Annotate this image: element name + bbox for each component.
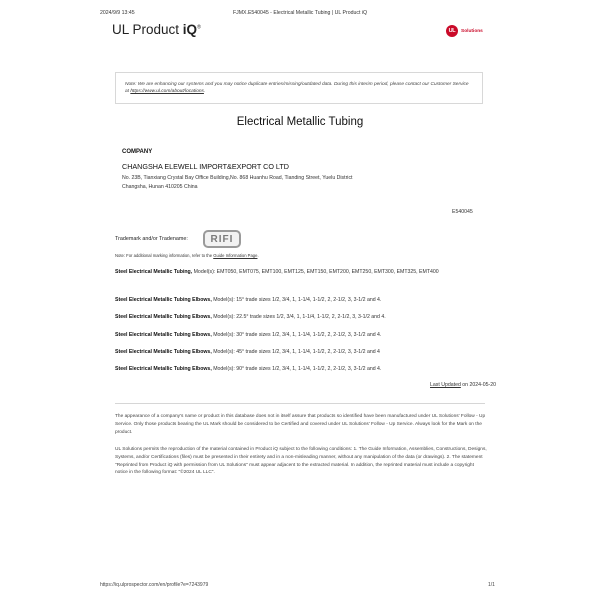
print-datetime: 2024/9/9 13:45 — [100, 10, 135, 16]
last-updated: Last Updated on 2024-05-20 — [430, 382, 497, 388]
product-name: Steel Electrical Metallic Tubing Elbows, — [115, 332, 212, 338]
page-title: Electrical Metallic Tubing — [236, 116, 364, 128]
last-updated-link[interactable]: Last Updated — [430, 382, 461, 388]
product-entry — [115, 365, 490, 374]
notice-text: Note: We are enhancing our systems and you may notice duplicate entries/missing/outdated data. During this interim period, please contact our Customer Service at — [125, 82, 469, 94]
product-entry — [115, 268, 490, 277]
product-name: Steel Electrical Metallic Tubing Elbows, — [115, 297, 212, 303]
product-detail: Model(s): 15° trade sizes 1/2, 3/4, 1, 1-1/4, 1-1/2, 2, 2-1/2, 3, 3-1/2 and 4. — [211, 297, 382, 303]
data-notice-box: Note: We are enhancing our systems and you may notice duplicate entries/missing/outdated data. During this interim period, please contact our Customer Service at https://www.ul.com/about/locations. — [115, 72, 483, 104]
footer-url: https://iq.ulprospector.com/en/profile?e=7243979 — [100, 582, 209, 588]
product-entry — [115, 331, 490, 340]
brand-suffix: iQ — [182, 22, 198, 37]
guide-information-link[interactable]: Guide Information Page — [213, 253, 258, 258]
product-name: Steel Electrical Metallic Tubing Elbows, — [115, 366, 212, 372]
print-page-title: FJMX.E540045 - Electrical Metallic Tubing | UL Product iQ — [232, 10, 368, 16]
divider — [115, 403, 485, 404]
locations-link[interactable]: https://www.ul.com/about/locations — [130, 89, 204, 94]
disclaimer-paragraph-1: The appearance of a company's name or product in this database does not in itself assure that products so identified have been manufactured under UL Solutions' Follow - Up Service. Only those products bearing the UL Mark should be considered to be Certified and covered under UL Solutions' Follow - Up Service. Always look for the Mark on the product. — [115, 414, 486, 435]
company-address — [122, 174, 353, 192]
ul-product-iq-logo[interactable] — [112, 22, 201, 37]
product-detail: Model(s): EMT050, EMT075, EMT100, EMT125, EMT150, EMT200, EMT250, EMT300, EMT325, EMT400 — [192, 269, 439, 275]
page-number: 1/1 — [488, 582, 495, 588]
company-label: COMPANY — [122, 149, 153, 155]
ul-circle-icon: UL — [446, 25, 458, 37]
product-detail: Model(s): 22.5° trade sizes 1/2, 3/4, 1, 1-1/4, 1-1/2, 2, 2-1/2, 3, 3-1/2 and 4. — [211, 314, 386, 320]
address-line-1: No. 23B, Tianxiang Crystal Bay Office Building,No. 868 Huanhu Road, Tianding Street, Yuelu District — [122, 175, 353, 181]
company-name: CHANGSHA ELEWELL IMPORT&EXPORT CO LTD — [122, 162, 289, 171]
ul-solutions-text: Solutions — [461, 28, 483, 34]
product-name: Steel Electrical Metallic Tubing, — [115, 269, 193, 275]
product-name: Steel Electrical Metallic Tubing Elbows, — [115, 349, 212, 355]
product-detail: Model(s): 90° trade sizes 1/2, 3/4, 1, 1-1/4, 1-1/2, 2, 2-1/2, 3, 3-1/2 and 4. — [211, 366, 382, 372]
marking-note: Note: For additional marking information, refer to the Guide Information Page. — [115, 253, 259, 258]
disclaimer-paragraph-2: UL Solutions permits the reproduction of the material contained in Product iQ subject to the following conditions: 1. The Guide Information, Assemblies, Constructions, Designs, Systems, and/or Certifications (files) must be presented in their entirety and in a non-misleading manner, without any manipulation of the data (or drawings). 2. The statement "Reprinted from Product iQ with permission from UL Solutions" must appear adjacent to the extracted material. In addition, the reprinted material must include a copyright notice in the following format: "©2024 UL LLC". — [115, 447, 487, 476]
file-number: E540045 — [452, 209, 473, 215]
brand-prefix: UL Product — [112, 22, 183, 37]
product-name: Steel Electrical Metallic Tubing Elbows, — [115, 314, 212, 320]
product-entry — [115, 313, 490, 322]
brand-mark: ® — [197, 24, 201, 31]
product-detail: Model(s): 45° trade sizes 1/2, 3/4, 1, 1-1/4, 1-1/2, 2, 2-1/2, 3, 3-1/2 and 4 — [211, 349, 380, 355]
rifi-trademark-logo: RIFI — [203, 230, 241, 248]
product-entry — [115, 296, 490, 305]
trademark-label: Trademark and/or Tradename: — [115, 236, 188, 242]
ul-solutions-logo[interactable] — [446, 25, 483, 37]
product-entry — [115, 348, 490, 357]
product-detail: Model(s): 30° trade sizes 1/2, 3/4, 1, 1-1/4, 1-1/2, 2, 2-1/2, 3, 3-1/2 and 4. — [211, 332, 382, 338]
address-line-2: Changsha, Hunan 410205 China — [122, 184, 198, 190]
